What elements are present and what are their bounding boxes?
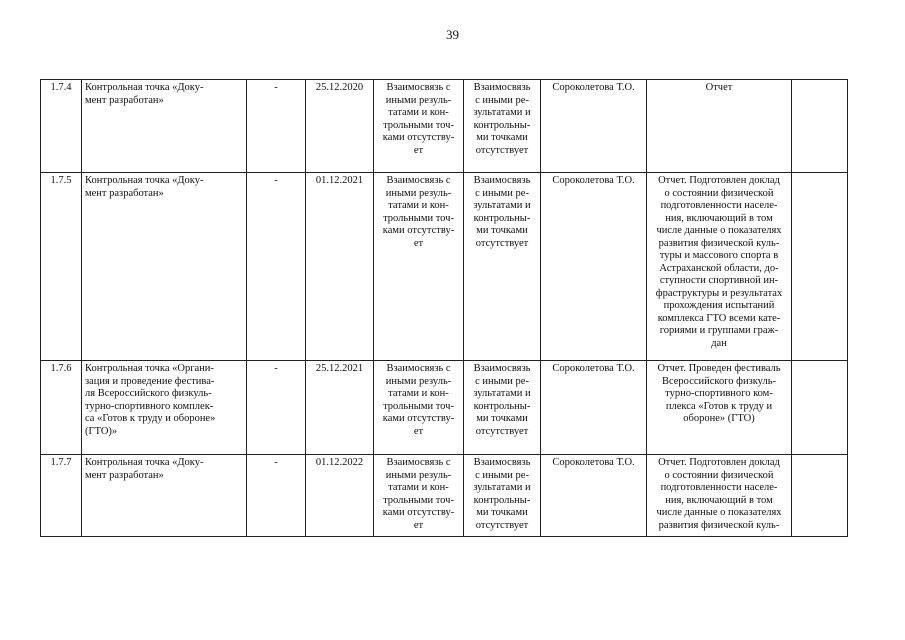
control-points-table <box>40 79 848 537</box>
responsible-person: Сороколетова Т.О. <box>541 173 647 361</box>
relation-other-line: зультатами и <box>473 200 531 211</box>
result-document-line: Отчет. Подготовлен доклад <box>658 175 780 186</box>
result-document-line: числе данные о показателях <box>656 507 782 518</box>
relation-results-line: трольными точ- <box>383 494 454 506</box>
relation-results <box>374 361 464 455</box>
deadline-date: 25.12.2020 <box>306 80 374 173</box>
result-document-line: Отчет. Проведен фестиваль <box>657 363 781 374</box>
relation-results-line: ет <box>413 425 424 437</box>
relation-results-line: Взаимосвязь с <box>386 363 451 374</box>
relation-results-line: татами и кон- <box>388 107 449 118</box>
control-point-name-line: мент разработан» <box>85 187 164 199</box>
control-point-name <box>82 361 247 455</box>
relation-results <box>374 455 464 537</box>
deadline-date: 01.12.2022 <box>306 455 374 537</box>
result-document <box>647 80 792 173</box>
result-document-line: подготовленности населе- <box>660 200 778 211</box>
relation-other-line: Взаимосвязь <box>473 175 531 186</box>
relation-other-line: с иными ре- <box>475 469 529 481</box>
relation-other-line: Взаимосвязь <box>473 82 531 93</box>
result-document-line: ступности спортивной ин- <box>659 275 779 286</box>
empty-cell <box>792 80 848 173</box>
relation-other-line: зультатами и <box>473 388 531 399</box>
relation-results-line: трольными точ- <box>383 400 454 412</box>
relation-other-line: отсутствует <box>475 237 529 249</box>
relation-other-line: с иными ре- <box>475 187 529 199</box>
result-document-line: развития физической куль- <box>658 519 780 531</box>
result-document <box>647 173 792 361</box>
relation-other-line: ми точками <box>476 225 528 236</box>
result-document-line: дан <box>711 337 727 349</box>
row-number: 1.7.7 <box>41 455 82 537</box>
dash-cell: - <box>247 173 306 361</box>
empty-cell <box>792 455 848 537</box>
relation-results-line: ками отсутству- <box>382 132 455 143</box>
relation-other-line: ми точками <box>476 413 528 424</box>
result-document-line: ния, включающий в том <box>665 212 773 224</box>
relation-results-line: татами и кон- <box>388 482 449 493</box>
relation-results-line: иными резуль- <box>385 187 452 199</box>
result-document-line: туры и массового спорта в <box>659 250 779 261</box>
dash-cell: - <box>247 361 306 455</box>
table-row <box>41 173 848 361</box>
page-number: 39 <box>446 27 459 42</box>
relation-results-line: иными резуль- <box>385 94 452 106</box>
result-document-line: комплекса ГТО всеми кате- <box>657 312 781 324</box>
relation-other-line: зультатами и <box>473 107 531 118</box>
table-row <box>41 361 848 455</box>
relation-other-line: зультатами и <box>473 482 531 493</box>
relation-results-line: татами и кон- <box>388 200 449 211</box>
relation-other-line: контрольны- <box>473 212 531 224</box>
relation-results <box>374 173 464 361</box>
relation-results-line: татами и кон- <box>388 388 449 399</box>
relation-other-line: отсутствует <box>475 144 529 156</box>
relation-other-line: с иными ре- <box>475 94 529 106</box>
relation-results-line: ет <box>413 519 424 531</box>
table-row <box>41 80 848 173</box>
row-number: 1.7.6 <box>41 361 82 455</box>
responsible-person: Сороколетова Т.О. <box>541 80 647 173</box>
result-document-line: гориями и группами граж- <box>659 325 779 336</box>
relation-other-line: с иными ре- <box>475 375 529 387</box>
relation-other <box>464 80 541 173</box>
result-document-line: турно-спортивного ком- <box>665 388 773 399</box>
result-document-line: Отчет <box>705 82 733 93</box>
relation-results-line: Взаимосвязь с <box>386 175 451 186</box>
relation-results-line: иными резуль- <box>385 469 452 481</box>
relation-other <box>464 455 541 537</box>
result-document-line: Всероссийского физкуль- <box>661 375 776 387</box>
relation-results-line: ками отсутству- <box>382 225 455 236</box>
row-number: 1.7.4 <box>41 80 82 173</box>
result-document-line: плекса «Готов к труду и <box>665 400 773 412</box>
relation-other-line: отсутствует <box>475 425 529 437</box>
relation-other-line: ми точками <box>476 507 528 518</box>
relation-other-line: контрольны- <box>473 400 531 412</box>
control-point-name <box>82 455 247 537</box>
empty-cell <box>792 361 848 455</box>
control-point-name-line: Контрольная точка «Органи- <box>85 363 214 374</box>
control-point-name <box>82 80 247 173</box>
result-document-line: Отчет. Подготовлен доклад <box>658 457 780 468</box>
dash-cell: - <box>247 80 306 173</box>
table-body <box>41 80 848 537</box>
relation-results-line: ет <box>413 237 424 249</box>
deadline-date: 25.12.2021 <box>306 361 374 455</box>
dash-cell: - <box>247 455 306 537</box>
relation-results-line: иными резуль- <box>385 375 452 387</box>
control-point-name-line: мент разработан» <box>85 469 164 481</box>
relation-results-line: ет <box>413 144 424 156</box>
relation-other-line: контрольны- <box>473 119 531 131</box>
table-row <box>41 455 848 537</box>
control-point-name-line: Контрольная точка «Доку- <box>85 175 204 186</box>
control-point-name-line: турно-спортивного комплек- <box>85 400 214 412</box>
relation-other-line: контрольны- <box>473 494 531 506</box>
relation-other <box>464 361 541 455</box>
relation-other-line: отсутствует <box>475 519 529 531</box>
relation-results-line: ками отсутству- <box>382 507 455 518</box>
empty-cell <box>792 173 848 361</box>
relation-other-line: Взаимосвязь <box>473 363 531 374</box>
result-document-line: числе данные о показателях <box>656 225 782 236</box>
relation-results-line: Взаимосвязь с <box>386 82 451 93</box>
relation-results-line: трольными точ- <box>383 119 454 131</box>
control-point-name-line: Контрольная точка «Доку- <box>85 82 204 93</box>
result-document-line: подготовленности населе- <box>660 482 778 493</box>
control-point-name-line: зация и проведение фестива- <box>85 375 215 387</box>
row-number: 1.7.5 <box>41 173 82 361</box>
relation-other-line: ми точками <box>476 132 528 143</box>
result-document-line: развития физической куль- <box>658 237 780 249</box>
relation-results-line: трольными точ- <box>383 212 454 224</box>
control-point-name-line: ля Всероссийского физкуль- <box>85 388 212 399</box>
result-document-line: ния, включающий в том <box>665 494 773 506</box>
result-document-line: о состоянии физической <box>664 187 774 199</box>
responsible-person: Сороколетова Т.О. <box>541 455 647 537</box>
result-document <box>647 455 792 537</box>
control-point-name-line: (ГТО)» <box>85 425 118 437</box>
result-document <box>647 361 792 455</box>
result-document-line: о состоянии физической <box>664 469 774 481</box>
control-point-name-line: Контрольная точка «Доку- <box>85 457 204 468</box>
control-point-name <box>82 173 247 361</box>
responsible-person: Сороколетова Т.О. <box>541 361 647 455</box>
deadline-date: 01.12.2021 <box>306 173 374 361</box>
result-document-line: прохождения испытаний <box>663 300 775 311</box>
relation-results-line: ками отсутству- <box>382 413 455 424</box>
relation-results-line: Взаимосвязь с <box>386 457 451 468</box>
control-point-name-line: мент разработан» <box>85 94 164 106</box>
result-document-line: обороне» (ГТО) <box>683 413 755 424</box>
relation-other-line: Взаимосвязь <box>473 457 531 468</box>
relation-other <box>464 173 541 361</box>
result-document-line: Астраханской области, до- <box>659 262 779 274</box>
result-document-line: фраструктуры и результатах <box>655 287 783 299</box>
control-point-name-line: са «Готов к труду и обороне» <box>85 413 216 424</box>
relation-results <box>374 80 464 173</box>
